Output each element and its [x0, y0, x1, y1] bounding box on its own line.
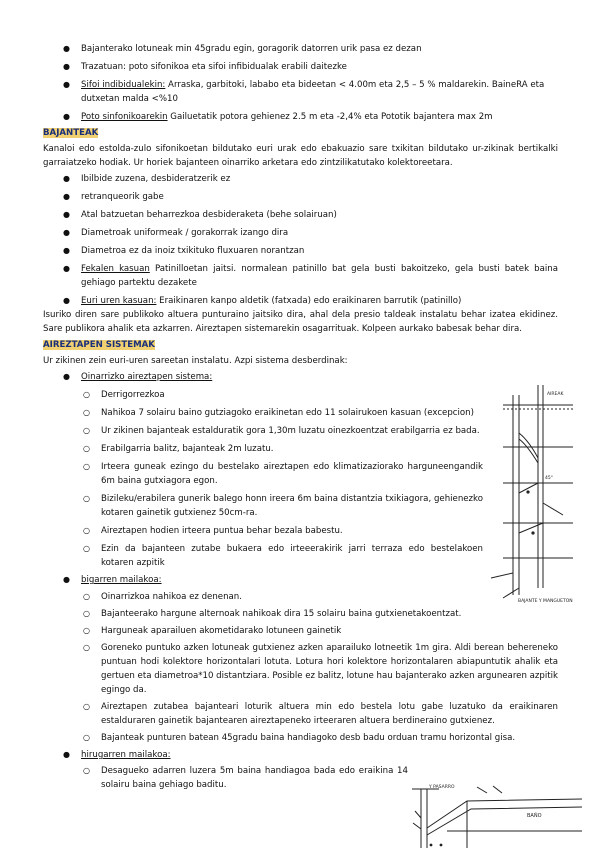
item-text: Goreneko puntuko azken lotuneak gutxienez azken aparailuko lotneetik 1m gira. Aldi berean behereneko puntuan hodi kolektore horizontalari lotuta. Lotura hori kolektore horizontalaren abiapuntutik ahalik eta gertuen eta diametroa*10 distantziara. Posible ez balitz, lotune hau bajanterako azken argunearen azpitik egingo da. [101, 643, 558, 695]
bajanteak-outro: Isuriko diren sare publikoko altuera punturaino jaitsiko dira, ahal dela presio taldeak instalatu behar izatea ekidinez. Sare publikora ahalik eta azkarren. Aireztapen sistemarekin osagarrituak. Kolpeen aurkako babesak behar dira. [43, 310, 558, 334]
item-text: retranqueorik gabe [81, 192, 164, 202]
bullet-icon: ● [63, 62, 70, 71]
list-item [43, 110, 558, 124]
circle-bullet-icon: ○ [83, 526, 90, 535]
list-item [43, 172, 558, 186]
list-item [43, 208, 558, 222]
item-label: Fekalen kasuan [81, 264, 150, 274]
bullet-icon: ● [63, 192, 70, 201]
bullet-icon: ● [63, 112, 70, 121]
list-item [43, 244, 558, 258]
item-text: Aireztapen zutabea bajanteari loturik altuera min edo bestela lotu gabe luzatuko da eraikinaren estalduraren gainetik bajantearen aireztapeneko irteeraren altuera berdineraino gutxienez. [101, 702, 558, 726]
list-item [43, 78, 558, 106]
circle-bullet-icon: ○ [83, 544, 90, 553]
item-label: Sifoi indibidualekin: [81, 80, 166, 90]
aireztapen-list [43, 370, 558, 384]
list-item [43, 624, 558, 638]
aireztapen-list-3 [43, 748, 558, 762]
list-item [43, 524, 483, 538]
item-text: Oinarrizkoa nahikoa ez denenan. [101, 592, 242, 602]
aireztapen-list-2 [43, 573, 558, 587]
item-text: Diametroa ez da inoiz txikituko fluxuaren norantzan [81, 246, 305, 256]
list-item [43, 226, 558, 240]
circle-bullet-icon: ○ [83, 733, 90, 742]
list-item [43, 700, 558, 728]
bullet-icon: ● [63, 44, 70, 53]
subsection-label: Oinarrizko aireztapen sistema: [81, 372, 213, 382]
subsection-label: hirugarren mailakoa: [81, 750, 171, 760]
bullet-icon: ● [63, 228, 70, 237]
item-text: Ibilbide zuzena, desbideratzerik ez [81, 174, 231, 184]
bullet-icon: ● [63, 210, 70, 219]
list-item [43, 607, 558, 621]
list-item [43, 388, 483, 402]
bathroom-section-diagram [407, 783, 582, 848]
item-text: Atal batzuetan beharrezkoa desbideraketa (behe solairuan) [81, 210, 337, 220]
bajanteak-list [43, 172, 558, 308]
list-item [43, 424, 483, 438]
bullet-icon: ● [63, 264, 70, 273]
figure1-top-label: AIREAK [547, 392, 564, 397]
item-text: Ezin da bajanteen zutabe bukaera edo irteeerakirik jarri terraza edo bestelakoen kotaren azpitik [101, 544, 483, 568]
item-text: Harguneak aparailuen akometidarako lotuneen gainetik [101, 626, 342, 636]
item-label: Euri uren kasuan: [81, 296, 157, 306]
aireztapen-intro: Ur zikinen zein euri-uren sareetan instalatu. Azpi sistema desberdinak: [43, 356, 348, 366]
circle-bullet-icon: ○ [83, 462, 90, 471]
circle-bullet-icon: ○ [83, 444, 90, 453]
item-text: Derrigorrezkoa [101, 390, 165, 400]
list-item [43, 442, 483, 456]
hirugarren-list [43, 764, 408, 792]
list-item [43, 370, 558, 384]
circle-bullet-icon: ○ [83, 426, 90, 435]
list-item [43, 590, 558, 604]
circle-bullet-icon: ○ [83, 626, 90, 635]
list-item [43, 748, 558, 762]
ventilation-pipe-diagram [483, 383, 578, 605]
bullet-icon: ● [63, 80, 70, 89]
item-text: Arraska, garbitoki, lababo eta bideetan < 4.00m eta 2,5 – 5 % maldarekin. BaineRA eta dutxetan malda <%10 [81, 80, 545, 104]
item-text: Desagueko adarren luzera 5m baina handiagoa bada edo eraikina 14 solairu baina gehiago baditu. [101, 766, 408, 790]
circle-bullet-icon: ○ [83, 408, 90, 417]
oinarrizko-list [43, 388, 483, 570]
list-item [43, 190, 558, 204]
bigarren-list [43, 590, 558, 745]
list-item [43, 492, 483, 520]
circle-bullet-icon: ○ [83, 390, 90, 399]
circle-bullet-icon: ○ [83, 702, 90, 711]
item-text: Bajanteak punturen batean 45gradu baina handiagoko desb badu orduan tramu horizontal gisa. [101, 733, 516, 743]
figure2-top-label: Y PASARRO [429, 785, 455, 790]
list-item [43, 764, 408, 792]
item-text: Nahikoa 7 solairu baino gutziagoko eraikinetan edo 11 solairukoen kasuan (excepcion) [101, 408, 474, 418]
circle-bullet-icon: ○ [83, 609, 90, 618]
list-item [43, 542, 483, 570]
list-item [43, 294, 558, 308]
list-item [43, 641, 558, 697]
section-heading-bajanteak: BAJANTEAK [43, 128, 99, 138]
circle-bullet-icon: ○ [83, 592, 90, 601]
item-text: Trazatuan: poto sifonikoa eta sifoi infibidualak erabili daitezke [81, 62, 347, 72]
item-text: Bizileku/erabilera gunerik balego honn ireera 6m baina distantzia txikiagora, gehienezko kotaren gainetik gutxienez 50cm-ra. [101, 494, 483, 518]
bullet-icon: ● [63, 372, 70, 381]
item-text: Diametroak uniformeak / gorakorrak izango dira [81, 228, 289, 238]
subsection-label: bigarren mailakoa: [81, 575, 162, 585]
bullet-icon: ● [63, 246, 70, 255]
circle-bullet-icon: ○ [83, 643, 90, 652]
list-item [43, 731, 558, 745]
list-item [43, 42, 558, 56]
list-item [43, 262, 558, 290]
item-text: Gailuetatik potora gehienez 2.5 m eta -2,4% eta Pototik bajantera max 2m [167, 112, 493, 122]
item-text: Ur zikinen bajanteak estalduratik gora 1,30m luzatu oinezkoentzat erabilgarria ez bada. [101, 426, 480, 436]
item-text: Bajanterako lotuneak min 45gradu egin, goragorik datorren urik pasa ez dezan [81, 44, 422, 54]
figure2-room-label: BAÑO [527, 813, 542, 819]
item-text: Bajanteerako hargune alternoak nahikoak dira 15 solairu baina gutxienetakoentzat. [101, 609, 462, 619]
bullet-icon: ● [63, 296, 70, 305]
circle-bullet-icon: ○ [83, 766, 90, 775]
bullet-icon: ● [63, 750, 70, 759]
item-text: Eraikinaren kanpo aldetik (fatxada) edo eraikinaren barrutik (patinillo) [156, 296, 462, 306]
top-bullet-list [43, 42, 558, 124]
section-heading-aireztapen: AIREZTAPEN SISTEMAK [43, 340, 155, 350]
list-item [43, 460, 483, 488]
bullet-icon: ● [63, 174, 70, 183]
list-item [43, 573, 558, 587]
item-text: Patinilloetan jaitsi. normalean patinillo bat gela busti bakoitzeko, gela busti batek baina gehiago partektu dezakete [81, 264, 558, 288]
document-body [43, 0, 558, 792]
figure1-bottom-label: BAJANTE Y MANGUETON [518, 599, 573, 604]
list-item [43, 406, 483, 420]
list-item [43, 60, 558, 74]
bajanteak-intro: Kanaloi edo estolda-zulo sifonikoetan bildutako euri urak edo ebakuazio sare txikitan bildutako ur-zikinak bertikalki garraiatzeko hodiak. Ur horiek bajanteen oinarriko arketara edo zintzilikatutako kolektoreetara. [43, 144, 558, 168]
item-text: Irteera guneak ezingo du bestelako aireztapen edo klimatizaziorako harguneengandik 6m baina gutxiagora egon. [101, 462, 483, 486]
figure1-angle-label: 45° [545, 476, 553, 481]
item-text: Erabilgarria balitz, bajanteak 2m luzatu. [101, 444, 274, 454]
item-text: Aireztapen hodien irteera puntua behar bezala babestu. [101, 526, 343, 536]
bullet-icon: ● [63, 575, 70, 584]
item-label: Poto sinfonikoarekin [81, 112, 168, 122]
circle-bullet-icon: ○ [83, 494, 90, 503]
